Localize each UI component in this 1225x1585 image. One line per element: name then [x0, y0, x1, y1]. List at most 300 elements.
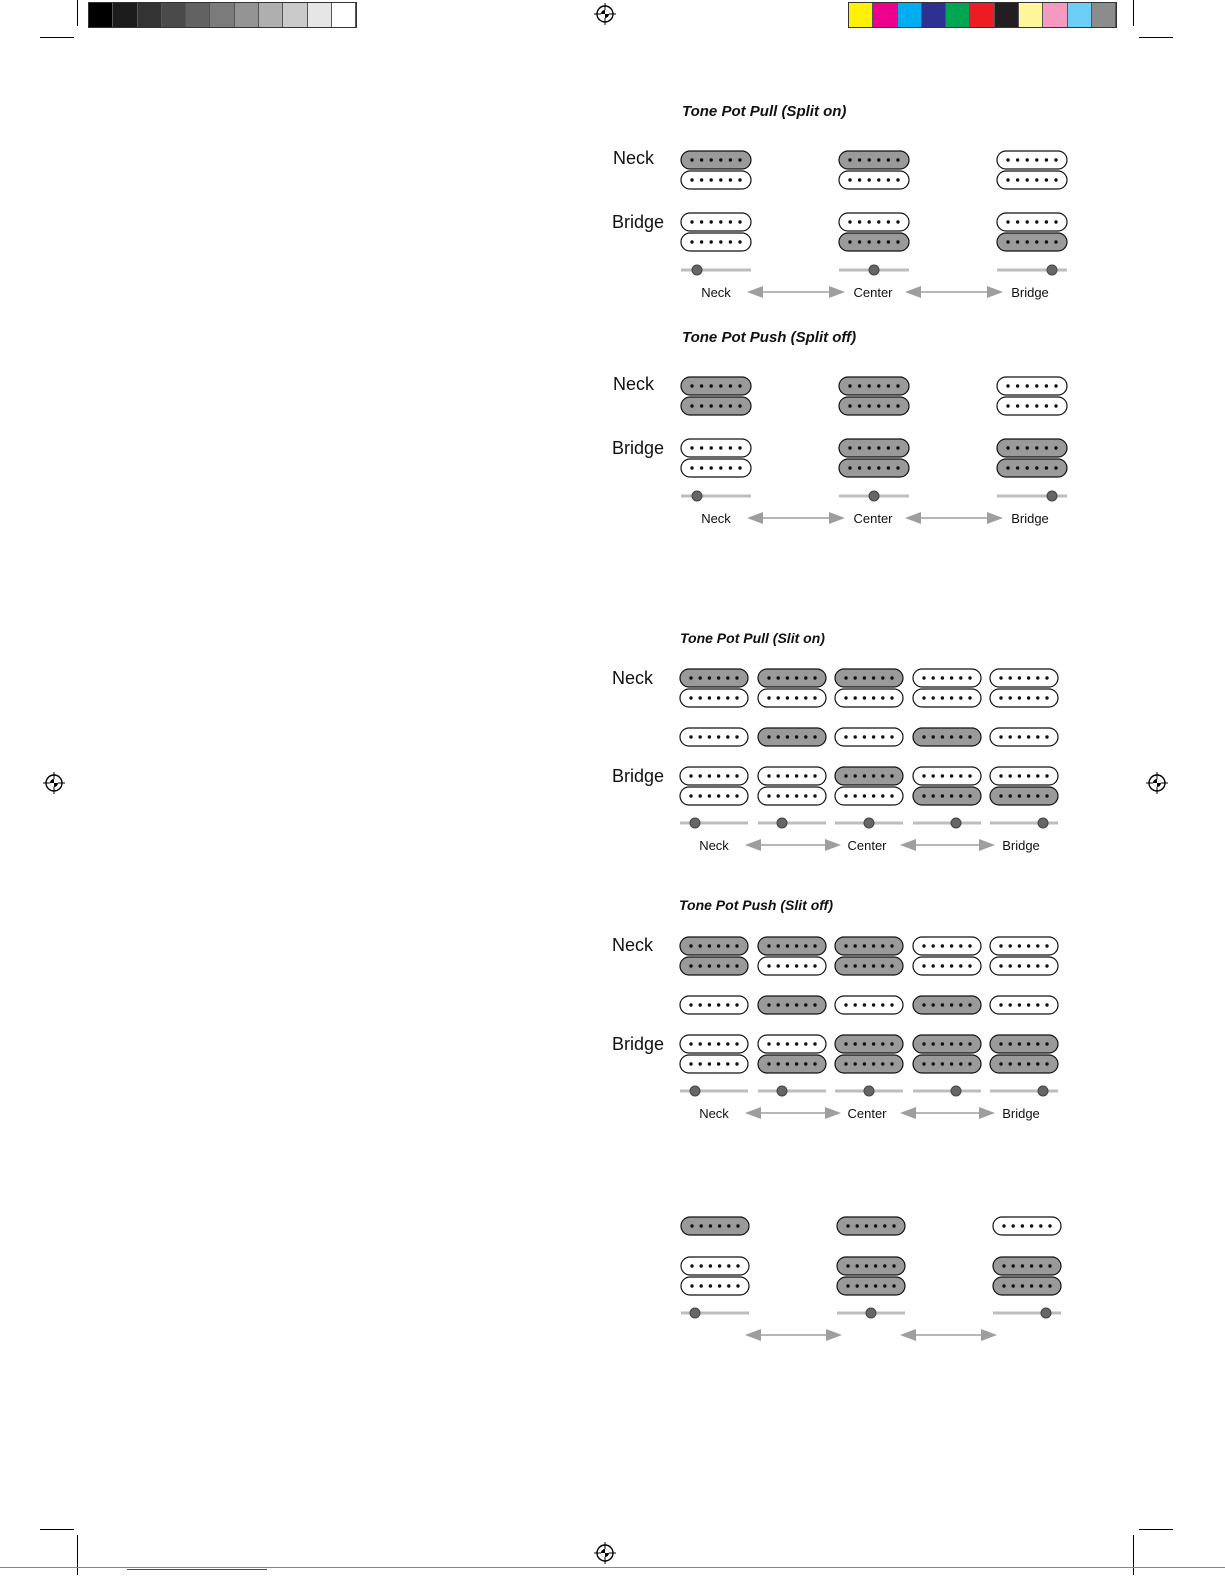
pole-piece: [1045, 446, 1048, 449]
pole-piece: [813, 1062, 816, 1065]
pole-piece: [709, 1264, 712, 1267]
switch-knob: [864, 1086, 874, 1096]
pole-piece: [1045, 944, 1048, 947]
pole-piece: [735, 774, 738, 777]
pole-piece: [1045, 774, 1048, 777]
pole-piece: [881, 794, 884, 797]
pole-piece: [689, 676, 692, 679]
pole-piece: [813, 964, 816, 967]
pole-piece: [708, 1062, 711, 1065]
pole-piece: [729, 466, 732, 469]
pole-piece: [767, 1062, 770, 1065]
pole-piece: [865, 1224, 868, 1227]
pole-piece: [1039, 1264, 1042, 1267]
pole-piece: [1016, 466, 1019, 469]
pole-piece: [777, 1042, 780, 1045]
switch-position-neck: Neck: [701, 285, 731, 300]
pole-piece: [887, 220, 890, 223]
pole-piece: [1027, 794, 1030, 797]
pole-piece: [932, 735, 935, 738]
pole-piece: [863, 1062, 866, 1065]
pole-piece: [868, 466, 871, 469]
pole-piece: [727, 1224, 730, 1227]
pole-piece: [932, 1062, 935, 1065]
pole-piece: [877, 384, 880, 387]
pole-piece: [848, 220, 851, 223]
pole-piece: [1026, 240, 1029, 243]
pole-piece: [881, 1042, 884, 1045]
pole-piece: [699, 696, 702, 699]
pole-piece: [941, 794, 944, 797]
pole-piece: [786, 774, 789, 777]
pole-piece: [718, 1264, 721, 1267]
pole-piece: [863, 1042, 866, 1045]
pole-piece: [795, 735, 798, 738]
pole-piece: [1054, 446, 1057, 449]
pole-piece: [922, 676, 925, 679]
pole-piece: [848, 446, 851, 449]
pole-piece: [786, 676, 789, 679]
pole-piece: [890, 1042, 893, 1045]
pole-piece: [700, 384, 703, 387]
pole-piece: [1045, 384, 1048, 387]
pole-piece: [959, 774, 962, 777]
pole-piece: [726, 774, 729, 777]
pole-piece: [813, 1003, 816, 1006]
pole-piece: [795, 1003, 798, 1006]
pole-piece: [1006, 158, 1009, 161]
pole-piece: [950, 1003, 953, 1006]
pole-piece: [710, 158, 713, 161]
pole-piece: [854, 964, 857, 967]
pole-piece: [896, 178, 899, 181]
pole-piece: [941, 774, 944, 777]
arrow-head-left: [900, 1329, 916, 1341]
pole-piece: [1026, 404, 1029, 407]
pole-piece: [872, 676, 875, 679]
pole-piece: [932, 944, 935, 947]
pole-piece: [1027, 1062, 1030, 1065]
pole-piece: [690, 1224, 693, 1227]
switch-position-center: Center: [847, 838, 887, 853]
switch-position-neck: Neck: [701, 511, 731, 526]
pole-piece: [844, 964, 847, 967]
pole-piece: [719, 384, 722, 387]
pole-piece: [999, 676, 1002, 679]
switch-knob: [1038, 1086, 1048, 1096]
pole-piece: [950, 774, 953, 777]
pole-piece: [1012, 1284, 1015, 1287]
pole-piece: [795, 964, 798, 967]
pole-piece: [689, 964, 692, 967]
pole-piece: [959, 696, 962, 699]
pole-piece: [959, 676, 962, 679]
pole-piece: [877, 178, 880, 181]
pole-piece: [1009, 1062, 1012, 1065]
pole-piece: [896, 220, 899, 223]
switch-position-bridge: Bridge: [1002, 838, 1040, 853]
arrow-head-right: [987, 286, 1003, 298]
pole-piece: [877, 446, 880, 449]
pole-piece: [735, 1062, 738, 1065]
row-label-bridge: Bridge: [612, 1034, 665, 1054]
pole-piece: [717, 774, 720, 777]
switch-position-center: Center: [847, 1106, 887, 1121]
pole-piece: [1045, 696, 1048, 699]
pole-piece: [795, 774, 798, 777]
pole-piece: [1026, 384, 1029, 387]
pole-piece: [858, 240, 861, 243]
pole-piece: [858, 384, 861, 387]
pole-piece: [844, 1003, 847, 1006]
pole-piece: [932, 774, 935, 777]
switch-knob: [951, 818, 961, 828]
pole-piece: [941, 1042, 944, 1045]
pole-piece: [1036, 1042, 1039, 1045]
pole-piece: [881, 944, 884, 947]
pole-piece: [699, 1003, 702, 1006]
pole-piece: [1036, 1062, 1039, 1065]
pole-piece: [890, 1003, 893, 1006]
arrow-head-right: [829, 512, 845, 524]
arrow-head-right: [987, 512, 1003, 524]
pole-piece: [892, 1284, 895, 1287]
pole-piece: [717, 735, 720, 738]
pole-piece: [1045, 240, 1048, 243]
pole-piece: [777, 774, 780, 777]
arrow-head-right: [829, 286, 845, 298]
pole-piece: [863, 735, 866, 738]
pole-piece: [848, 404, 851, 407]
pole-piece: [856, 1224, 859, 1227]
pole-piece: [941, 696, 944, 699]
pole-piece: [874, 1284, 877, 1287]
pole-piece: [896, 446, 899, 449]
pole-piece: [767, 944, 770, 947]
pole-piece: [1016, 384, 1019, 387]
pole-piece: [999, 964, 1002, 967]
pole-piece: [1036, 794, 1039, 797]
pole-piece: [1009, 1042, 1012, 1045]
pole-piece: [710, 240, 713, 243]
pole-piece: [959, 794, 962, 797]
pole-piece: [804, 964, 807, 967]
pole-piece: [854, 1003, 857, 1006]
pole-piece: [1009, 944, 1012, 947]
arrow-head-right: [826, 1329, 842, 1341]
switch-knob: [692, 265, 702, 275]
pole-piece: [699, 944, 702, 947]
pole-piece: [1054, 158, 1057, 161]
pole-piece: [689, 1003, 692, 1006]
pole-piece: [865, 1284, 868, 1287]
pole-piece: [689, 944, 692, 947]
pole-piece: [710, 178, 713, 181]
pole-piece: [1026, 158, 1029, 161]
pole-piece: [699, 774, 702, 777]
pole-piece: [922, 964, 925, 967]
diagram-title-slit-off: Tone Pot Push (Slit off): [679, 897, 833, 913]
pole-piece: [872, 944, 875, 947]
pole-piece: [863, 794, 866, 797]
pole-piece: [708, 774, 711, 777]
pole-piece: [1018, 794, 1021, 797]
pole-piece: [848, 178, 851, 181]
pole-piece: [804, 676, 807, 679]
pole-piece: [999, 1062, 1002, 1065]
pole-piece: [719, 178, 722, 181]
pole-piece: [717, 964, 720, 967]
pole-piece: [863, 696, 866, 699]
pole-piece: [877, 466, 880, 469]
pole-piece: [813, 774, 816, 777]
pole-piece: [922, 794, 925, 797]
switch-position-neck: Neck: [699, 838, 729, 853]
pole-piece: [868, 158, 871, 161]
pole-piece: [804, 735, 807, 738]
pole-piece: [854, 1062, 857, 1065]
pole-piece: [729, 158, 732, 161]
pole-piece: [738, 384, 741, 387]
pole-piece: [700, 466, 703, 469]
pole-piece: [844, 944, 847, 947]
pole-piece: [735, 735, 738, 738]
pole-piece: [872, 735, 875, 738]
pole-piece: [890, 1062, 893, 1065]
arrow-head-left: [900, 1107, 916, 1119]
pole-piece: [1036, 774, 1039, 777]
pole-piece: [1021, 1224, 1024, 1227]
pole-piece: [868, 384, 871, 387]
pole-piece: [813, 735, 816, 738]
pole-piece: [1036, 964, 1039, 967]
pole-piece: [887, 446, 890, 449]
pole-piece: [1035, 178, 1038, 181]
pole-piece: [729, 446, 732, 449]
pole-piece: [896, 466, 899, 469]
pole-piece: [1026, 446, 1029, 449]
pole-piece: [736, 1224, 739, 1227]
pole-piece: [767, 774, 770, 777]
pole-piece: [968, 735, 971, 738]
pole-piece: [735, 964, 738, 967]
pole-piece: [735, 1042, 738, 1045]
pole-piece: [690, 158, 693, 161]
pole-piece: [726, 964, 729, 967]
pole-piece: [719, 158, 722, 161]
pole-piece: [863, 676, 866, 679]
pole-piece: [846, 1224, 849, 1227]
pole-piece: [892, 1264, 895, 1267]
pole-piece: [726, 944, 729, 947]
pole-piece: [1006, 220, 1009, 223]
pole-piece: [941, 944, 944, 947]
pole-piece: [727, 1284, 730, 1287]
pole-piece: [1016, 240, 1019, 243]
pole-piece: [700, 1284, 703, 1287]
pole-piece: [1027, 944, 1030, 947]
pole-piece: [868, 404, 871, 407]
pole-piece: [690, 220, 693, 223]
pole-piece: [795, 1042, 798, 1045]
pole-piece: [890, 964, 893, 967]
pole-piece: [1045, 466, 1048, 469]
pole-piece: [717, 1062, 720, 1065]
pole-piece: [1045, 1003, 1048, 1006]
pole-piece: [999, 774, 1002, 777]
pole-piece: [1027, 696, 1030, 699]
row-label-bridge: Bridge: [612, 766, 665, 786]
pole-piece: [726, 1042, 729, 1045]
pole-piece: [804, 1003, 807, 1006]
pole-piece: [968, 794, 971, 797]
pole-piece: [1035, 220, 1038, 223]
pole-piece: [922, 944, 925, 947]
pole-piece: [883, 1264, 886, 1267]
pole-piece: [699, 1042, 702, 1045]
arrow-head-right: [979, 1107, 995, 1119]
pole-piece: [689, 774, 692, 777]
pole-piece: [726, 794, 729, 797]
pole-piece: [738, 404, 741, 407]
pole-piece: [874, 1264, 877, 1267]
pole-piece: [881, 696, 884, 699]
pole-piece: [844, 794, 847, 797]
switch-knob: [692, 491, 702, 501]
pole-piece: [1021, 1264, 1024, 1267]
pole-piece: [1045, 404, 1048, 407]
pole-piece: [844, 696, 847, 699]
pole-piece: [777, 964, 780, 967]
pole-piece: [1054, 404, 1057, 407]
pole-piece: [1009, 696, 1012, 699]
pole-piece: [710, 384, 713, 387]
pole-piece: [777, 735, 780, 738]
pole-piece: [1045, 1062, 1048, 1065]
pole-piece: [709, 1224, 712, 1227]
pole-piece: [854, 735, 857, 738]
pole-piece: [932, 696, 935, 699]
pole-piece: [844, 1042, 847, 1045]
pole-piece: [999, 1042, 1002, 1045]
pole-piece: [804, 1062, 807, 1065]
pole-piece: [690, 1264, 693, 1267]
pole-piece: [1009, 676, 1012, 679]
pole-piece: [854, 676, 857, 679]
pole-piece: [729, 178, 732, 181]
pole-piece: [950, 1062, 953, 1065]
arrow-head-left: [905, 512, 921, 524]
pole-piece: [950, 944, 953, 947]
pole-piece: [690, 446, 693, 449]
pole-piece: [1006, 384, 1009, 387]
pole-piece: [1045, 794, 1048, 797]
pole-piece: [922, 1062, 925, 1065]
pole-piece: [950, 676, 953, 679]
pole-piece: [1016, 220, 1019, 223]
pole-piece: [708, 696, 711, 699]
pole-piece: [700, 158, 703, 161]
pole-piece: [856, 1284, 859, 1287]
pole-piece: [813, 1042, 816, 1045]
pole-piece: [1018, 964, 1021, 967]
pole-piece: [689, 1062, 692, 1065]
pole-piece: [710, 466, 713, 469]
pole-piece: [1035, 384, 1038, 387]
pole-piece: [777, 676, 780, 679]
pole-piece: [883, 1284, 886, 1287]
pole-piece: [813, 696, 816, 699]
pole-piece: [736, 1284, 739, 1287]
pole-piece: [1002, 1264, 1005, 1267]
pole-piece: [1054, 240, 1057, 243]
pole-piece: [887, 466, 890, 469]
pole-piece: [941, 1062, 944, 1065]
pole-piece: [777, 794, 780, 797]
pole-piece: [795, 944, 798, 947]
arrow-head-left: [745, 1329, 761, 1341]
pole-piece: [699, 676, 702, 679]
pole-piece: [767, 676, 770, 679]
arrow-head-right: [981, 1329, 997, 1341]
pole-piece: [922, 735, 925, 738]
pole-piece: [1018, 944, 1021, 947]
pole-piece: [868, 220, 871, 223]
pole-piece: [1054, 220, 1057, 223]
pole-piece: [999, 735, 1002, 738]
pole-piece: [872, 964, 875, 967]
pole-piece: [1018, 774, 1021, 777]
pole-piece: [700, 220, 703, 223]
pole-piece: [1018, 1003, 1021, 1006]
pole-piece: [1045, 735, 1048, 738]
pole-piece: [877, 158, 880, 161]
pole-piece: [786, 964, 789, 967]
switch-position-center: Center: [853, 285, 893, 300]
pole-piece: [709, 1284, 712, 1287]
pole-piece: [932, 676, 935, 679]
pole-piece: [856, 1264, 859, 1267]
pole-piece: [738, 240, 741, 243]
pole-piece: [699, 794, 702, 797]
pole-piece: [738, 158, 741, 161]
pole-piece: [735, 794, 738, 797]
pole-piece: [887, 178, 890, 181]
pole-piece: [883, 1224, 886, 1227]
arrow-head-right: [825, 1107, 841, 1119]
pole-piece: [1006, 240, 1009, 243]
pole-piece: [1018, 676, 1021, 679]
pole-piece: [1048, 1224, 1051, 1227]
pole-piece: [708, 964, 711, 967]
pole-piece: [767, 696, 770, 699]
pole-piece: [700, 446, 703, 449]
arrow-head-left: [745, 839, 761, 851]
pole-piece: [717, 944, 720, 947]
pole-piece: [890, 774, 893, 777]
row-label-neck: Neck: [612, 935, 654, 955]
pole-piece: [848, 466, 851, 469]
pole-piece: [718, 1224, 721, 1227]
pole-piece: [777, 696, 780, 699]
pole-piece: [922, 774, 925, 777]
pole-piece: [844, 735, 847, 738]
pole-piece: [968, 1003, 971, 1006]
pole-piece: [872, 1062, 875, 1065]
pole-piece: [1016, 158, 1019, 161]
pole-piece: [689, 696, 692, 699]
pole-piece: [710, 220, 713, 223]
